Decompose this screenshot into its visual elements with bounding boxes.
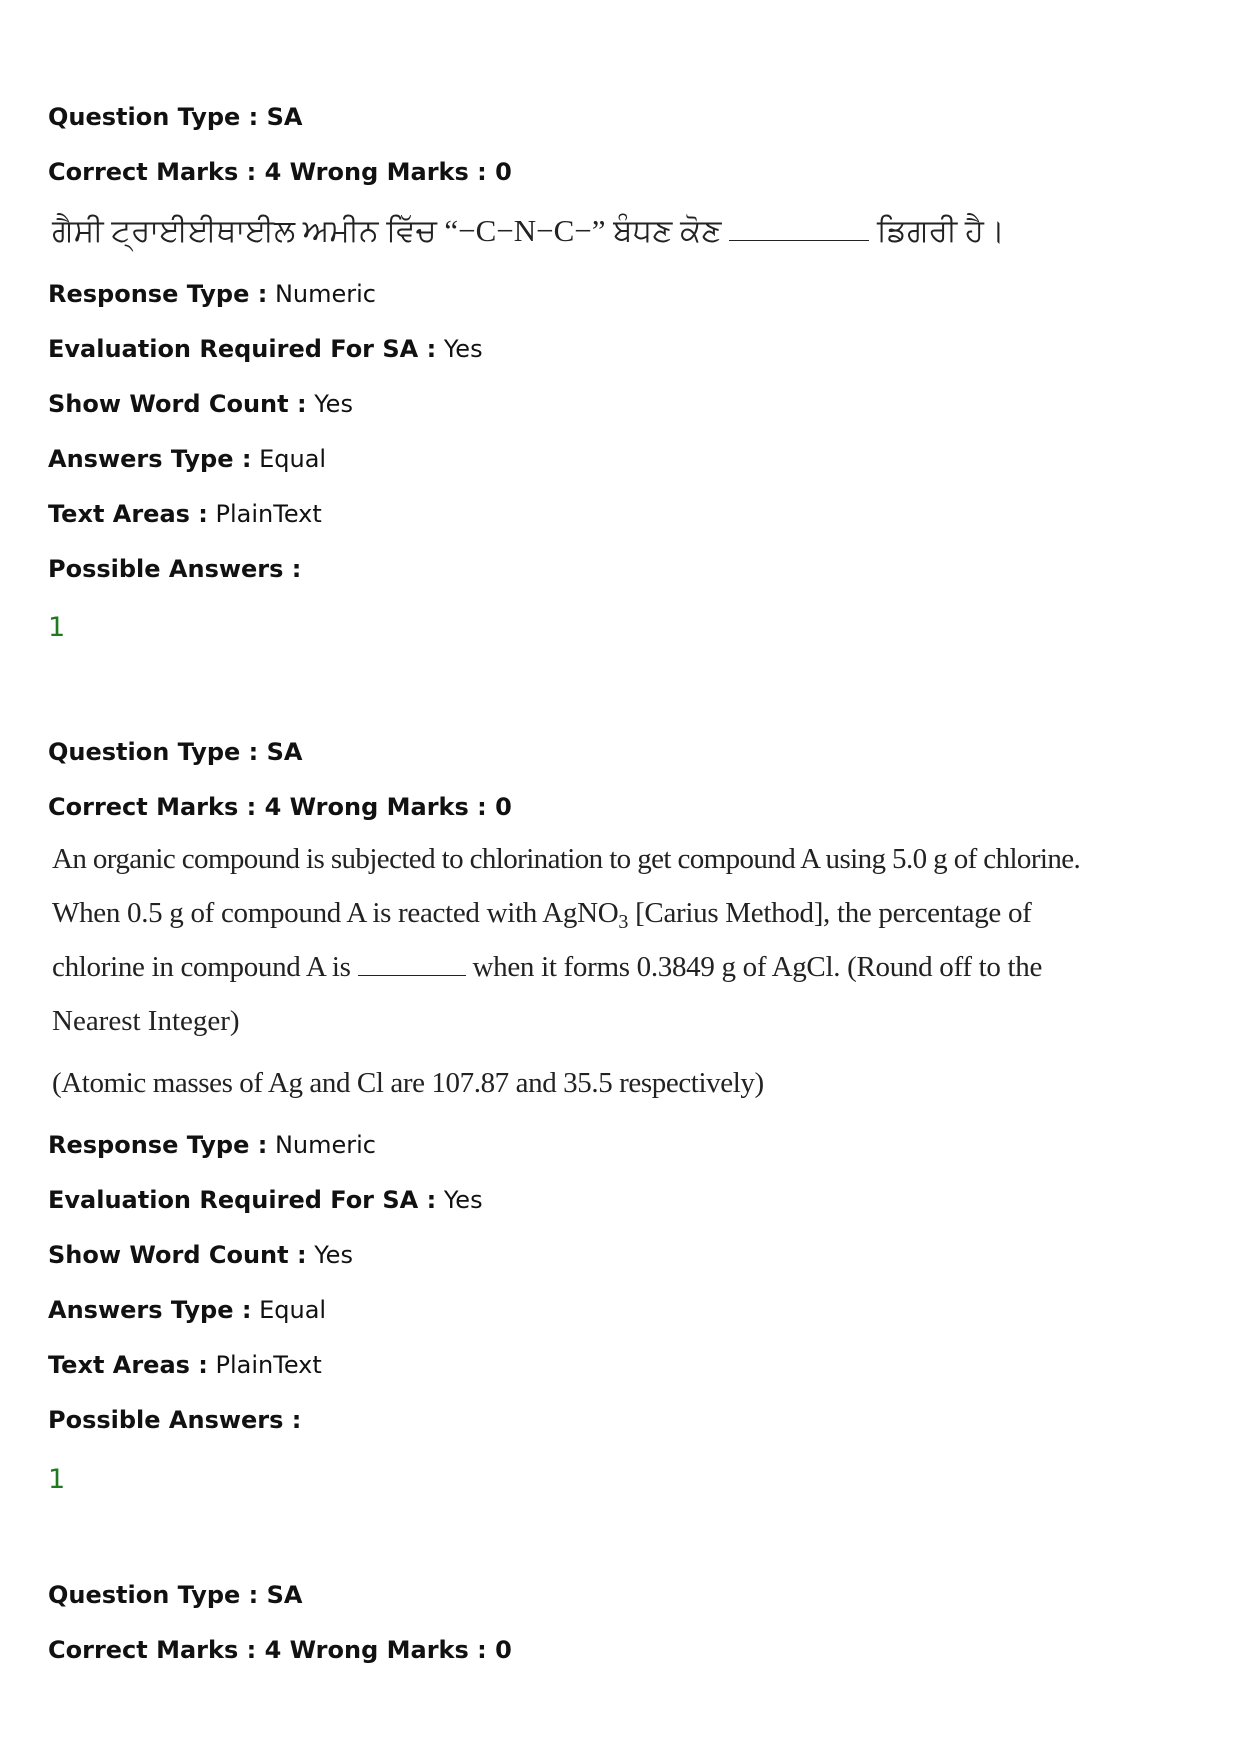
response-type-label: Response Type : — [48, 280, 268, 308]
answer-blank — [358, 973, 466, 976]
evaluation-label: Evaluation Required For SA : — [48, 335, 437, 363]
response-type-value: Numeric — [274, 1131, 376, 1159]
response-type — [48, 279, 376, 309]
marks-info: Correct Marks : 4 Wrong Marks : 0 — [48, 1636, 512, 1664]
possible-answers-label: Possible Answers : — [48, 1406, 302, 1434]
subscript: 3 — [618, 911, 629, 933]
word-count-value: Yes — [314, 1241, 353, 1269]
question-type: Question Type : SA — [48, 1581, 303, 1609]
question-text — [52, 213, 1005, 250]
evaluation-value: Yes — [443, 335, 483, 363]
marks-info: Correct Marks : 4 Wrong Marks : 0 — [48, 158, 512, 186]
text-areas-label: Text Areas : — [48, 1351, 208, 1379]
question-text-part: when it forms 0.3849 g of AgCl. (Round off to the — [472, 951, 1043, 983]
word-count-label: Show Word Count : — [48, 390, 307, 418]
response-type-value: Numeric — [274, 280, 376, 308]
marks-info: Correct Marks : 4 Wrong Marks : 0 — [48, 793, 512, 821]
question-line: (Atomic masses of Ag and Cl are 107.87 and 35.5 respectively) — [52, 1067, 764, 1099]
word-count-label: Show Word Count : — [48, 1241, 307, 1269]
question-text-part: chlorine in compound A is — [52, 951, 351, 983]
show-word-count — [48, 1240, 353, 1270]
question-type: Question Type : SA — [48, 103, 303, 131]
question-text-part: When 0.5 g of compound A is reacted with AgNO — [52, 897, 619, 929]
evaluation-required — [48, 334, 483, 364]
question-text-part: [Carius Method], the percentage of — [635, 897, 1032, 929]
answers-type — [48, 1295, 326, 1325]
question-line: An organic compound is subjected to chlorination to get compound A using 5.0 g of chlorine. — [52, 843, 1081, 875]
word-count-value: Yes — [314, 390, 353, 418]
text-areas-value: PlainText — [215, 1351, 322, 1379]
text-areas — [48, 1350, 322, 1380]
text-areas-label: Text Areas : — [48, 500, 208, 528]
response-type — [48, 1130, 376, 1160]
question-type: Question Type : SA — [48, 738, 303, 766]
question-line — [52, 951, 1042, 984]
possible-answer: 1 — [48, 1464, 66, 1495]
response-type-label: Response Type : — [48, 1131, 268, 1159]
question-line: Nearest Integer) — [52, 1005, 240, 1037]
text-areas-value: PlainText — [215, 500, 322, 528]
show-word-count — [48, 389, 353, 419]
answers-type-label: Answers Type : — [48, 445, 252, 473]
possible-answer: 1 — [48, 612, 66, 643]
answer-blank — [729, 238, 869, 241]
text-areas — [48, 499, 322, 529]
answers-type — [48, 444, 326, 474]
evaluation-label: Evaluation Required For SA : — [48, 1186, 437, 1214]
answers-type-value: Equal — [259, 445, 327, 473]
evaluation-value: Yes — [443, 1186, 483, 1214]
answers-type-value: Equal — [259, 1296, 327, 1324]
answers-type-label: Answers Type : — [48, 1296, 252, 1324]
question-text-part: ਗੈਸੀ ਟ੍ਰਾਈਈਥਾਈਲ ਅਮੀਨ ਵਿੱਚ “−C−N−C−” ਬੰਧਣ ਕੋਣ — [52, 213, 722, 248]
evaluation-required — [48, 1185, 483, 1215]
possible-answers-label: Possible Answers : — [48, 555, 302, 583]
question-line — [52, 897, 1032, 934]
question-text-part: ਡਿਗਰੀ ਹੈ। — [876, 213, 1005, 248]
